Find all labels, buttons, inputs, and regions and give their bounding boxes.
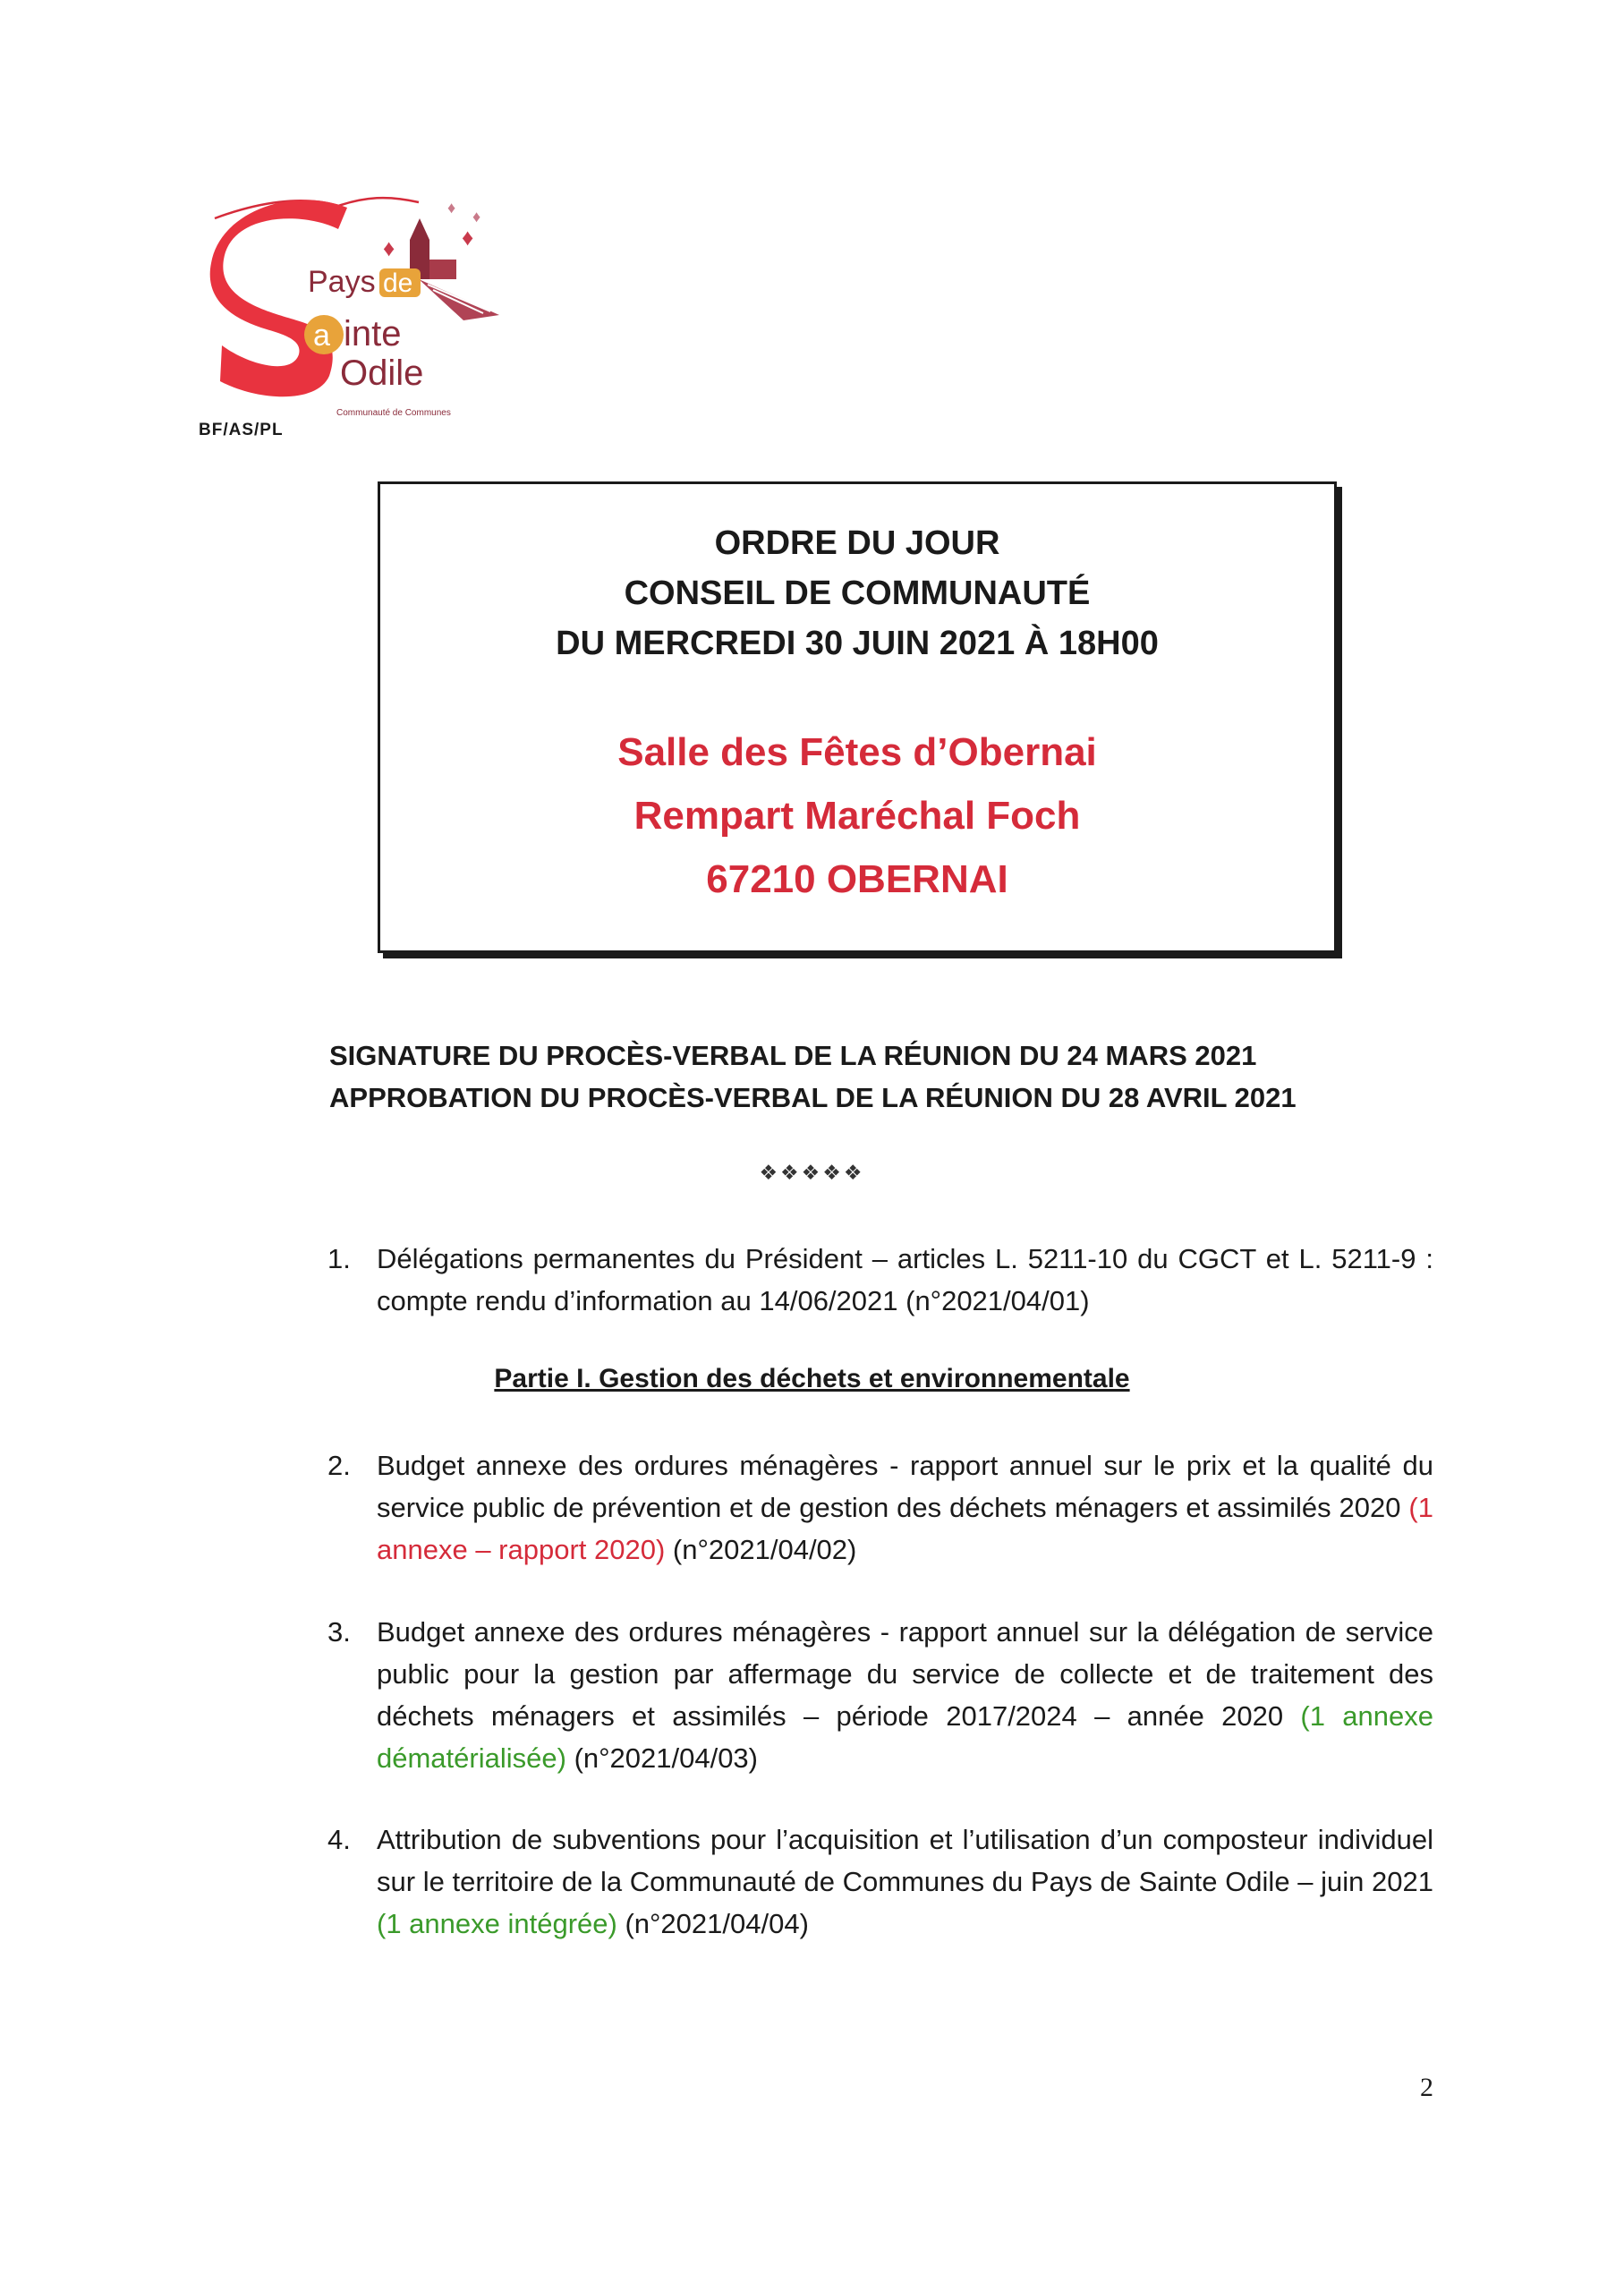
item-text: Budget annexe des ordures ménagères - rapport annuel sur la délégation de service public pour la gestion par affermage du service de collecte et de traitement des déchets ménagers et assimilés – période 2017/2024 – année 2020: [377, 1616, 1433, 1732]
logo-inte-text: inte: [344, 314, 402, 353]
agenda-title: [380, 518, 1334, 669]
pv-line: SIGNATURE DU PROCÈS-VERBAL DE LA RÉUNION DU 24 MARS 2021: [329, 1040, 1257, 1071]
agenda-item: [327, 1611, 1433, 1779]
venue-line: Salle des Fêtes d’Obernai: [617, 730, 1097, 774]
svg-text:♦: ♦: [472, 208, 481, 226]
section-heading: Partie I. Gestion des déchets et environnementale: [494, 1364, 1130, 1393]
reference-initials: BF/AS/PL: [199, 421, 284, 439]
venue-line: 67210 OBERNAI: [706, 857, 1008, 901]
title-line: DU MERCREDI 30 JUIN 2021 À 18H00: [556, 625, 1159, 662]
item-number: 2.: [327, 1450, 351, 1481]
agenda-item: [327, 1444, 1433, 1571]
annex-note: (1 annexe – rapport 2020): [377, 1492, 1433, 1565]
proces-verbal-headings: [329, 1035, 1297, 1119]
item-text: Attribution de subventions pour l’acquisition et l’utilisation d’un composteur individuel sur le territoire de la Communauté de Communes du Pays de Sainte Odile – juin 2021: [377, 1824, 1433, 1897]
svg-text:♦: ♦: [383, 234, 395, 261]
item-number: 4.: [327, 1824, 351, 1855]
item-body: [377, 1818, 1433, 1945]
logo-subtitle: Communauté de Communes: [336, 408, 451, 418]
svg-text:♦: ♦: [447, 199, 456, 217]
pays-de-sainte-odile-logo: [204, 186, 508, 446]
item-text: Budget annexe des ordures ménagères - rapport annuel sur le prix et la qualité du service public de prévention et de gestion des déchets ménagers et assimilés 2020: [377, 1450, 1433, 1523]
item-ref: (n°2021/04/04): [625, 1908, 809, 1939]
pv-line: APPROBATION DU PROCÈS-VERBAL DE LA RÉUNION DU 28 AVRIL 2021: [329, 1082, 1297, 1113]
item-body: [377, 1611, 1433, 1779]
svg-text:♦: ♦: [462, 224, 474, 251]
item-ref: (n°2021/04/02): [672, 1534, 857, 1565]
agenda-title-box: [378, 481, 1337, 953]
venue-line: Rempart Maréchal Foch: [633, 794, 1081, 838]
logo-a-text: a: [313, 319, 330, 353]
title-line: ORDRE DU JOUR: [714, 524, 1000, 562]
agenda-item: [327, 1818, 1433, 1945]
item-body: [377, 1444, 1433, 1571]
title-line: CONSEIL DE COMMUNAUTÉ: [624, 575, 1091, 612]
logo-de-text: de: [383, 268, 413, 298]
venue-address: [380, 720, 1334, 911]
logo-pays-text: Pays: [308, 265, 376, 299]
logo-odile-text: Odile: [340, 353, 424, 393]
item-number: 1.: [327, 1243, 351, 1274]
item-ref: (n°2021/04/03): [574, 1742, 758, 1774]
ornament-separator: ❖❖❖❖❖: [759, 1161, 865, 1184]
annex-note: (1 annexe dématérialisée): [377, 1700, 1433, 1774]
page-number: 2: [1420, 2073, 1433, 2102]
item-number: 3.: [327, 1616, 351, 1648]
item-text: Délégations permanentes du Président – articles L. 5211-10 du CGCT et L. 5211-9 : compte rendu d’information au 14/06/2021 (n°2021/04/01): [377, 1243, 1433, 1316]
annex-note: (1 annexe intégrée): [377, 1908, 617, 1939]
agenda-item: [327, 1238, 1433, 1322]
